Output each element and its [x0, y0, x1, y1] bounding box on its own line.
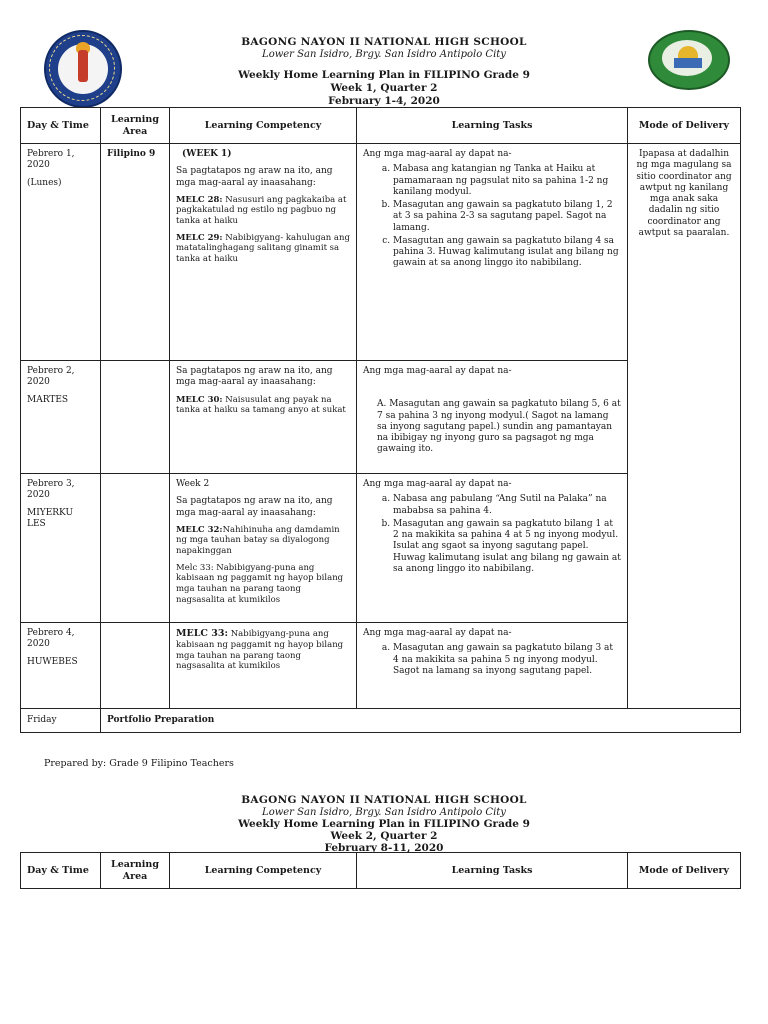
melc-item: Melc 33: Nabibigyang-puna ang kabisaan ng paggamit ng hayop bilang mga tauhan na parang taong nagsasalita at kumikilos	[176, 562, 344, 605]
area-cell	[101, 474, 170, 623]
competency-intro: Sa pagtatapos ng araw na ito, ang mga mag-aaral ay inaasahang:	[176, 366, 333, 388]
melc-item: MELC 28: Nasusuri ang pagkakaiba at pagkakatulad ng estilo ng pagbuo ng tanka at haiku	[176, 194, 347, 226]
day-weekday: (Lunes)	[27, 177, 62, 188]
table-row	[21, 709, 741, 733]
list-item: a. Nabasa ang pabulang “Ang Sutil na Palaka” na mababsa sa pahina 4.	[393, 494, 621, 517]
tasks-cell	[357, 474, 628, 623]
melc-item: MELC 32:Nahihinuha ang damdamin ng mga tauhan batay sa diyalogong napakinggan	[176, 524, 340, 556]
header-learning-area: Learning Area	[101, 108, 170, 144]
competency-cell	[170, 361, 357, 474]
competency-week: Week 2	[176, 479, 210, 489]
plan-dates: February 8-11, 2020	[324, 842, 444, 854]
list-item: b. Masagutan ang gawain sa pagkatuto bilang 1 at 2 na makikita sa pahina 4 at 5 ng inyong modyul. Isulat ang sgaot sa inyong sagutang papel. Huwag kalimutang isulat ang bilang ng gawain at sa anong linggo ito nabibilang.	[393, 519, 621, 575]
area-cell	[101, 623, 170, 709]
tasks-cell	[357, 361, 628, 474]
header-day-time: Day & Time	[21, 853, 101, 889]
tasks-intro: Ang mga mag-aaral ay dapat na-	[363, 149, 512, 159]
plan-title: Weekly Home Learning Plan in FILIPINO Grade 9	[238, 69, 530, 81]
day-date: Pebrero 2, 2020	[27, 366, 75, 388]
table-header-row	[21, 108, 741, 144]
header-tasks: Learning Tasks	[357, 108, 628, 144]
school-address: Lower San Isidro, Brgy. San Isidro Antipolo City	[262, 807, 506, 818]
day-date: Pebrero 3, 2020	[27, 479, 75, 501]
day-weekday: MARTES	[27, 394, 69, 405]
day-cell	[21, 623, 101, 709]
tasks-intro: Ang mga mag-aaral ay dapat na-	[363, 628, 512, 638]
day-cell	[21, 474, 101, 623]
plan-title: Weekly Home Learning Plan in FILIPINO Grade 9	[238, 818, 530, 830]
competency-week: (WEEK 1)	[182, 149, 232, 159]
melc-item: MELC 33: Nabibigyang-puna ang kabisaan ng paggamit ng hayop bilang mga tauhan na parang taong nagsasalita at kumikilos	[176, 628, 344, 672]
header-delivery: Mode of Delivery	[628, 853, 741, 889]
header-tasks: Learning Tasks	[357, 853, 628, 889]
header-learning-area: Learning Area	[101, 853, 170, 889]
competency-cell	[170, 474, 357, 623]
tasks-intro: Ang mga mag-aaral ay dapat na-	[363, 479, 512, 489]
area-cell	[101, 361, 170, 474]
day-weekday: MIYERKU LES	[27, 507, 74, 529]
table-header-row	[21, 853, 741, 889]
header-day-time: Day & Time	[21, 108, 101, 144]
header-competency: Learning Competency	[170, 108, 357, 144]
learning-plan-table	[20, 107, 741, 733]
plan-dates: February 1-4, 2020	[328, 95, 440, 107]
plan-week: Week 1, Quarter 2	[330, 82, 438, 94]
melc-item: MELC 30: Naisusulat ang payak na tanka at haiku sa tamang anyo at sukat	[176, 394, 346, 416]
school-name: BAGONG NAYON II NATIONAL HIGH SCHOOL	[241, 36, 527, 48]
tasks-cell	[357, 623, 628, 709]
day-weekday: HUWEBES	[27, 656, 78, 667]
school-address: Lower San Isidro, Brgy. San Isidro Antipolo City	[262, 49, 506, 60]
day-cell	[21, 144, 101, 361]
list-item: a. Masagutan ang gawain sa pagkatuto bilang 3 at 4 na makikita sa pahina 5 ng inyong modyul. Sagot na lamang sa inyong sagutang papel.	[393, 643, 621, 677]
day-cell	[21, 361, 101, 474]
day-date: Pebrero 1, 2020	[27, 149, 75, 171]
list-item: c. Masagutan ang gawain sa pagkatuto bilang 4 sa pahina 3. Huwag kalimutang isulat ang bilang ng gawain at sa anong linggo ito nabibilang.	[393, 236, 621, 270]
day-date: Pebrero 4, 2020	[27, 628, 75, 650]
portfolio-note: Portfolio Preparation	[101, 709, 741, 733]
plan-week: Week 2, Quarter 2	[330, 830, 438, 842]
area-cell: Filipino 9	[101, 144, 170, 361]
table-row	[21, 144, 741, 361]
competency-cell	[170, 623, 357, 709]
delivery-cell: Ipapasa at dadalhin ng mga magulang sa sitio coordinator ang awtput ng kanilang mga anak saka dadalin ng sitio coordinator ang awtput sa paaralan.	[628, 144, 741, 709]
list-item: a. Mabasa ang katangian ng Tanka at Haiku at pamamaraan ng pagsulat nito sa pahina 1-2 ng kanilang modyul.	[393, 164, 621, 198]
competency-intro: Sa pagtatapos ng araw na ito, ang mga mag-aaral ay inaasahang:	[176, 496, 333, 518]
tasks-intro: Ang mga mag-aaral ay dapat na-	[363, 366, 512, 376]
competency-cell	[170, 144, 357, 361]
tasks-cell	[357, 144, 628, 361]
competency-intro: Sa pagtatapos ng araw na ito, ang mga mag-aaral ay inaasahang:	[176, 166, 333, 188]
list-item: b. Masagutan ang gawain sa pagkatuto bilang 1, 2 at 3 sa pahina 2-3 sa sagutang papel. Sagot na lamang.	[393, 200, 621, 234]
header-competency: Learning Competency	[170, 853, 357, 889]
school-name: BAGONG NAYON II NATIONAL HIGH SCHOOL	[241, 794, 527, 806]
melc-item: MELC 29: Nabibigyang- kahulugan ang matatalinghagang salitang ginamit sa tanka at haiku	[176, 232, 350, 264]
header-delivery: Mode of Delivery	[628, 108, 741, 144]
day-cell: Friday	[21, 709, 101, 733]
learning-plan-table-week2	[20, 852, 741, 889]
prepared-by: Prepared by: Grade 9 Filipino Teachers	[44, 758, 234, 769]
task-item: A. Masagutan ang gawain sa pagkatuto bilang 5, 6 at 7 sa pahina 3 ng inyong modyul.( Sagot na lamang sa inyong sagutang papel.) sundin ang pamantayan na ibibigay ng inyong guro sa pagsagot ng mga gawaing ito.	[377, 399, 621, 455]
